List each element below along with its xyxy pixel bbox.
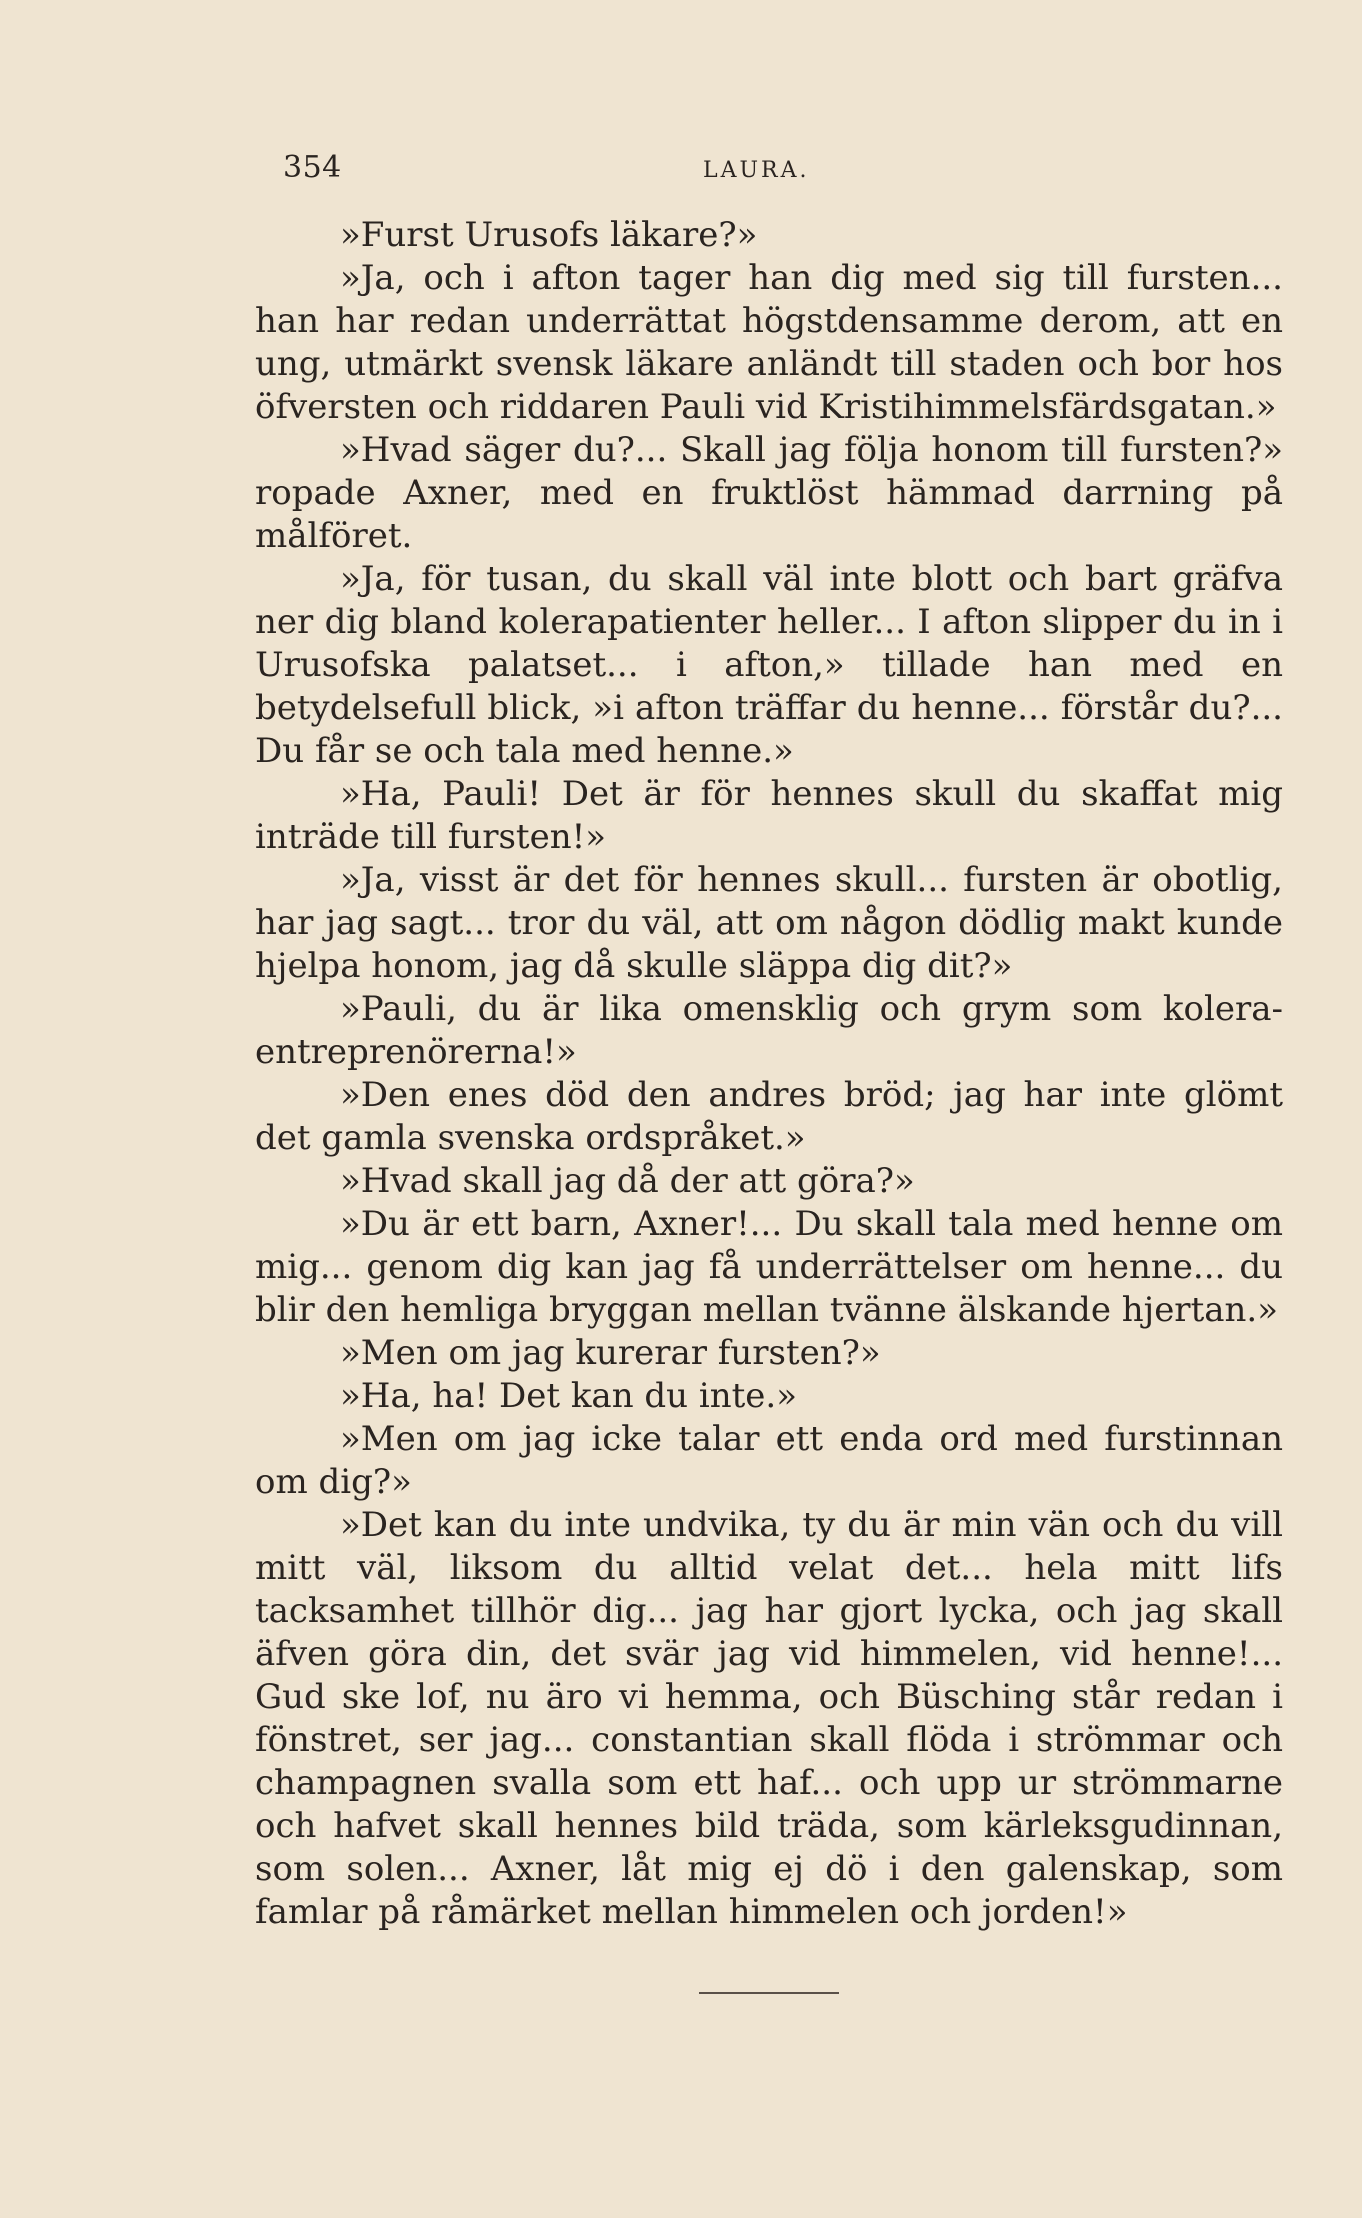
section-end-rule [699,1992,839,1994]
running-head: LAURA. [703,158,810,183]
paragraph: »Furst Urusofs läkare?» [340,215,758,255]
paragraph: »Ja, och i afton tager han dig med sig till fursten... han har redan underrättat högstdensamme derom, att en ung, utmärkt svensk läkare anländt till staden och bor hos öfversten och riddaren Pauli vid Kristihimmelsfärdsgatan.» [255,258,1283,427]
body-text [255,214,1283,1934]
paragraph: »Ha, ha! Det kan du inte.» [340,1376,798,1416]
paragraph: »Du är ett barn, Axner!... Du skall tala med henne om mig... genom dig kan jag få underrättelser om henne... du blir den hemliga bryggan mellan tvänne älskande hjertan.» [255,1204,1283,1330]
page-header [255,150,1283,202]
paragraph: »Hvad skall jag då der att göra?» [340,1161,915,1201]
page-number: 354 [283,150,342,185]
paragraph: »Ha, Pauli! Det är för hennes skull du skaffat mig inträde till fursten!» [255,774,1283,857]
paragraph: »Den enes död den andres bröd; jag har inte glömt det gamla svenska ordspråket.» [255,1075,1283,1158]
paragraph: »Hvad säger du?... Skall jag följa honom till fursten?» ropade Axner, med en fruktlöst hämmad darrning på målföret. [255,430,1283,556]
paragraph: »Det kan du inte undvika, ty du är min vän och du vill mitt väl, liksom du alltid velat det... hela mitt lifs tacksamhet tillhör dig... jag har gjort lycka, och jag skall äfven göra din, det svär jag vid himmelen, vid henne!... Gud ske lof, nu äro vi hemma, och Büsching står redan i fönstret, ser jag... constantian skall flöda i strömmar och champagnen svalla som ett haf... och upp ur strömmarne och hafvet skall hennes bild träda, som kärleksgudinnan, som solen... Axner, låt mig ej dö i den galenskap, som famlar på råmärket mellan himmelen och jorden!» [255,1505,1283,1932]
paragraph: »Ja, visst är det för hennes skull... fursten är obotlig, har jag sagt... tror du väl, att om någon dödlig makt kunde hjelpa honom, jag då skulle släppa dig dit?» [255,860,1283,986]
book-page [255,150,1283,1994]
paragraph: »Men om jag icke talar ett enda ord med furstinnan om dig?» [255,1419,1283,1502]
paragraph: »Men om jag kurerar fursten?» [340,1333,881,1373]
paragraph: »Pauli, du är lika omensklig och grym som kolera-entreprenörerna!» [255,989,1283,1072]
paragraph: »Ja, för tusan, du skall väl inte blott och bart gräfva ner dig bland kolerapatienter heller... I afton slipper du in i Urusofska palatset... i afton,» tillade han med en betydelsefull blick, »i afton träffar du henne... förstår du?... Du får se och tala med henne.» [255,559,1283,771]
